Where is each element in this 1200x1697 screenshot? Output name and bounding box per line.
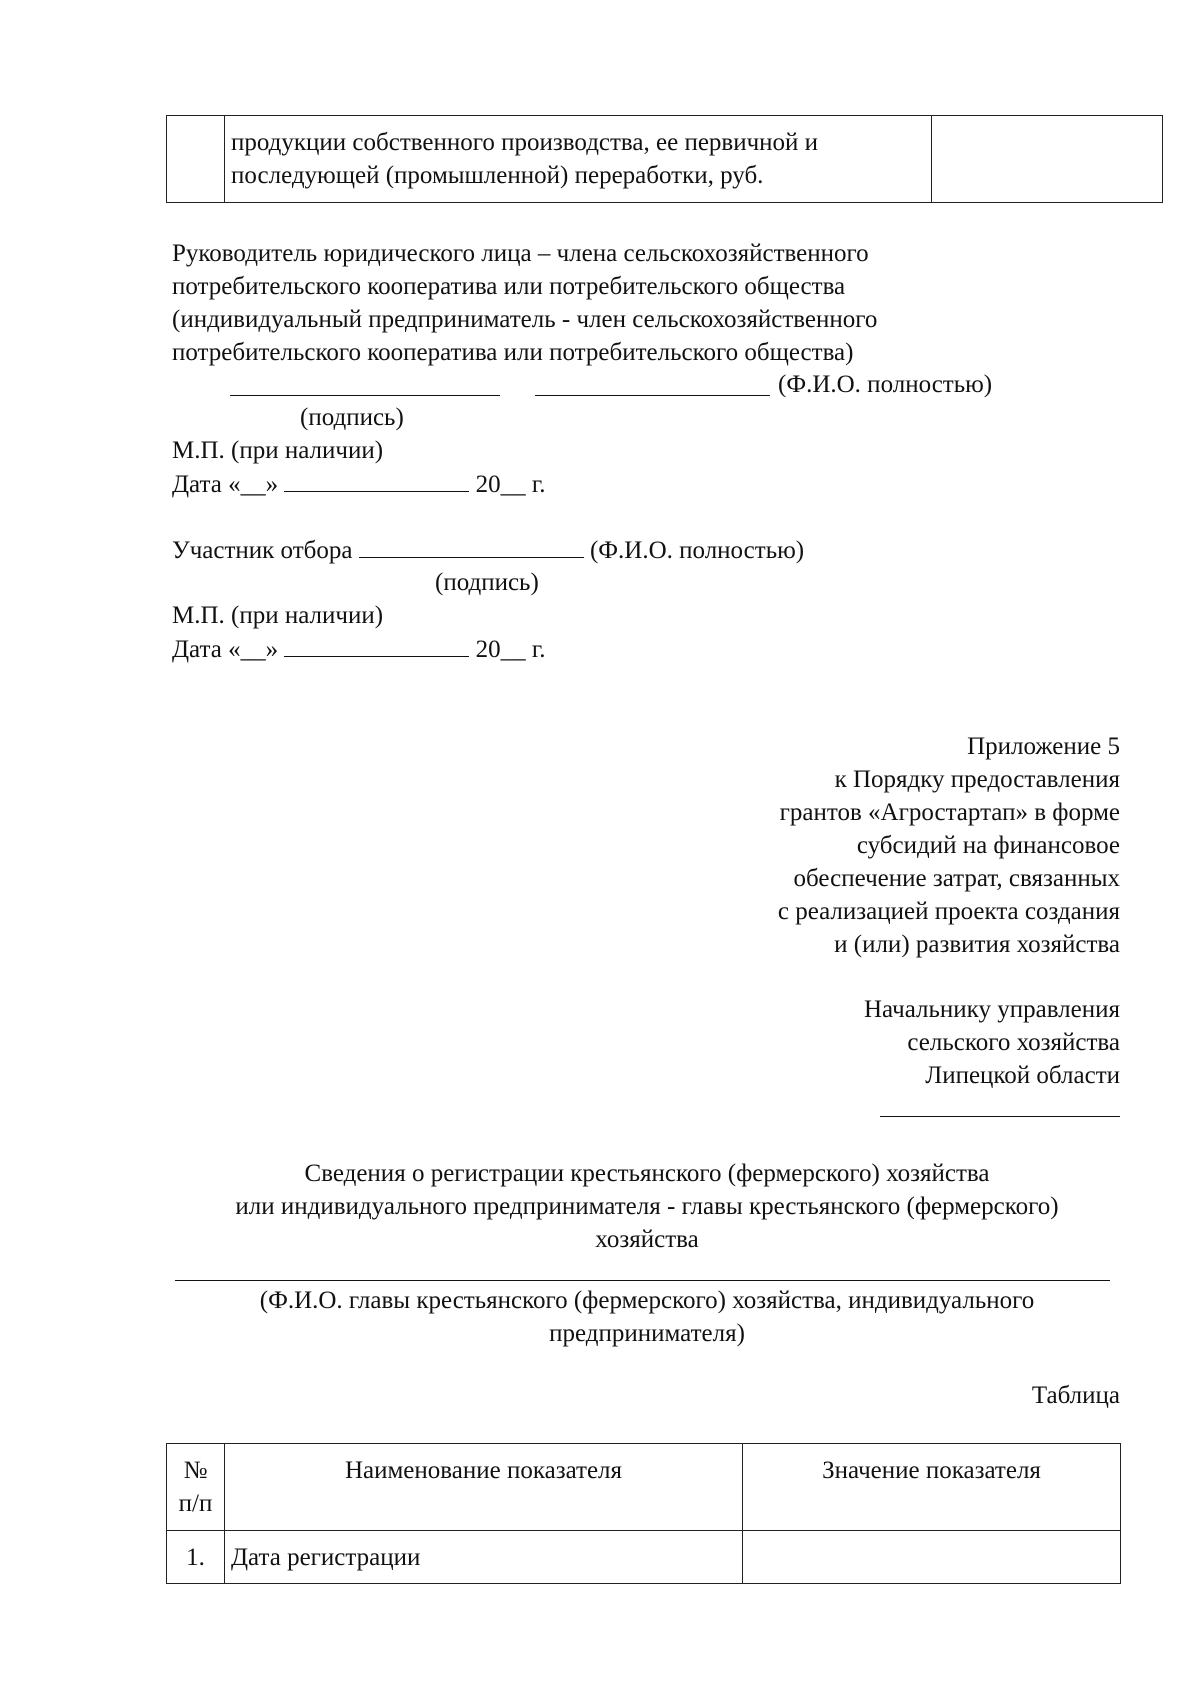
fio-caption-line-2: предпринимателя) [549, 1320, 745, 1347]
appendix-line-2: к Порядку предоставления [834, 766, 1120, 793]
appendix-line-6: с реализацией проекта создания [777, 898, 1120, 925]
row-name: Дата регистрации [231, 1544, 421, 1571]
header-value: Значение показателя [822, 1457, 1041, 1484]
appendix-line-7: и (или) развития хозяйства [834, 931, 1120, 958]
leader-signature-line [230, 371, 500, 396]
participant-date-line [284, 632, 469, 657]
addressee-line-1: Начальнику управления [864, 996, 1120, 1023]
leader-line-2: потребительского кооператива или потребительского общества [172, 273, 846, 300]
top-table [166, 115, 1163, 203]
header-num-line-1: № [183, 1457, 208, 1484]
leader-signature-label: (подпись) [300, 404, 404, 431]
leader-line-1: Руководитель юридического лица – члена сельскохозяйственного [172, 240, 869, 267]
participant-signature-label: (подпись) [435, 569, 539, 596]
leader-fio-label: (Ф.И.О. полностью) [778, 371, 993, 398]
title-line-3: хозяйства [595, 1226, 699, 1253]
row-num: 1. [186, 1544, 205, 1571]
leader-line-4: потребительского кооператива или потребительского общества) [172, 339, 854, 366]
top-table-text-cell [225, 116, 932, 203]
header-num-cell [167, 1444, 225, 1531]
participant-date [172, 632, 546, 666]
appendix-block [778, 730, 1120, 961]
participant-line [172, 533, 804, 567]
top-table-num-cell [167, 116, 225, 203]
title-line-2: или индивидуального предпринимателя - главы крестьянского (фермерского) [235, 1193, 1059, 1220]
participant-date-year: 20__ г. [475, 636, 546, 663]
table-row [167, 1531, 1121, 1584]
main-table-header-row [167, 1444, 1121, 1531]
title-line-1: Сведения о регистрации крестьянского (фермерского) хозяйства [304, 1160, 990, 1187]
top-table-text-line-2: последующей (промышленной) переработки, руб. [231, 162, 764, 189]
head-fio-line [175, 1256, 1110, 1281]
header-num-line-2: п/п [178, 1490, 213, 1517]
top-table-text-line-1: продукции собственного производства, ее первичной и [231, 129, 819, 156]
participant-stamp: М.П. (при наличии) [172, 602, 384, 629]
fio-caption-line-1: (Ф.И.О. главы крестьянского (фермерского) хозяйства, индивидуального [259, 1287, 1035, 1314]
top-table-value-cell [932, 116, 1163, 203]
addressee-fio-line [880, 1092, 1120, 1117]
row-num-cell [167, 1531, 225, 1584]
appendix-line-5: обеспечение затрат, связанных [793, 865, 1120, 892]
leader-fio-line [535, 371, 770, 396]
participant-signature-line [359, 533, 584, 558]
addressee-block [864, 993, 1120, 1092]
leader-stamp: М.П. (при наличии) [172, 437, 384, 464]
leader-date-prefix: Дата «__» [172, 471, 279, 498]
participant-label: Участник отбора [172, 537, 353, 564]
leader-line-3: (индивидуальный предприниматель - член сельскохозяйственного [172, 306, 878, 333]
participant-fio-label: (Ф.И.О. полностью) [589, 537, 805, 564]
leader-date [172, 467, 546, 501]
header-value-cell [743, 1444, 1121, 1531]
table-label: Таблица [1031, 1382, 1120, 1409]
row-value-cell [743, 1531, 1121, 1584]
addressee-line-3: Липецкой области [925, 1062, 1120, 1089]
header-name: Наименование показателя [344, 1457, 623, 1484]
document-title [166, 1157, 1128, 1256]
leader-date-line [284, 467, 469, 492]
leader-date-year: 20__ г. [475, 471, 546, 498]
appendix-line-3: грантов «Агростартап» в форме [779, 799, 1120, 826]
participant-date-prefix: Дата «__» [172, 636, 279, 663]
appendix-line-1: Приложение 5 [967, 733, 1120, 760]
appendix-line-4: субсидий на финансовое [856, 832, 1120, 859]
fio-caption [166, 1284, 1128, 1350]
row-name-cell [225, 1531, 743, 1584]
main-table [166, 1443, 1121, 1584]
header-name-cell [225, 1444, 743, 1531]
addressee-line-2: сельского хозяйства [907, 1029, 1120, 1056]
